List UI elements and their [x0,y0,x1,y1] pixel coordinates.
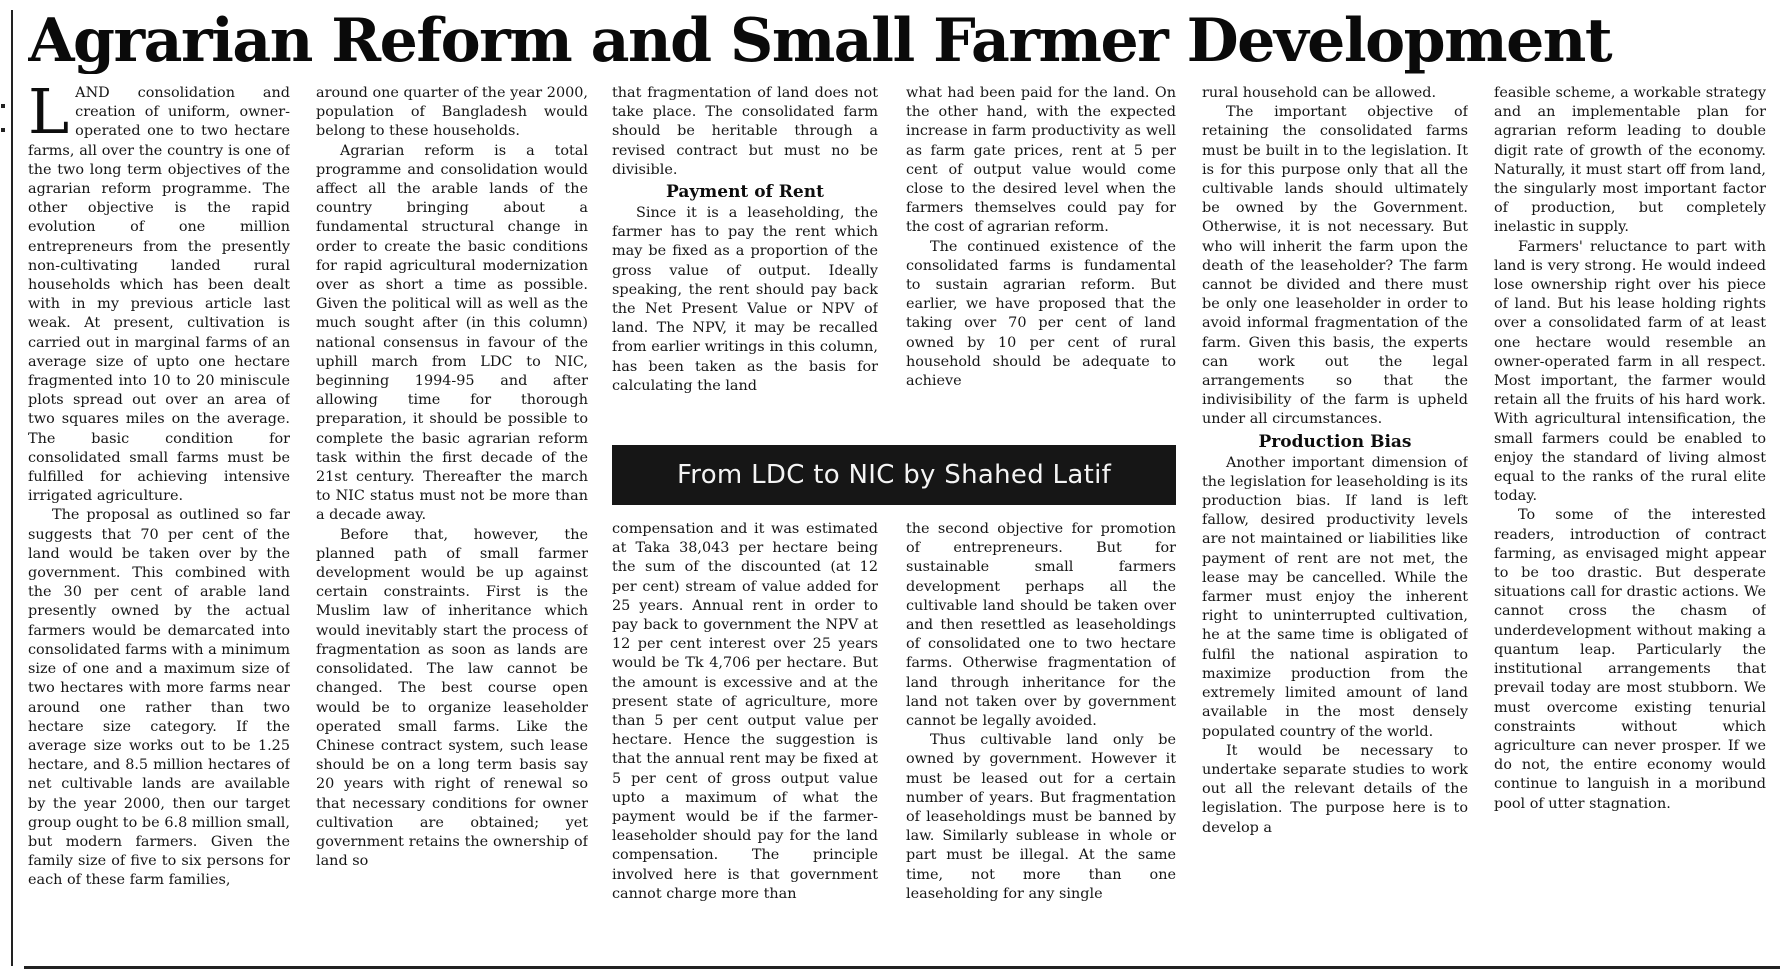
paragraph: compensation and it was estimated at Taka 38,043 per hectare being the sum of the discounted (at 12 per cent) stream of value added for 25 years. Annual rent in order to pay back to government the NPV at 12 per cent interest over 25 years would be Tk 4,706 per hectare. But the amount is excessive and at the present state of agriculture, more than 5 per cent output value per hectare. Hence the suggestion is that the annual rent may be fixed at 5 per cent of gross output value upto a maximum of what the payment would be if the farmer-leaseholder should pay for the land compensation. The principle involved here is that government cannot charge more than [612,521,878,902]
paragraph: Since it is a leaseholding, the farmer has to pay the rent which may be fixed as a proportion of the gross value of output. Ideally speaking, the rent should pay back the Net Present Value or NPV of land. The NPV, it may be recalled from earlier writings in this column, has been taken as the basis for calculating the land [612,205,878,394]
paragraph: Thus cultivable land only be owned by government. However it must be leased out for a certain number of years. But fragmentation of leaseholdings must be banned by law. Similarly sublease in whole or part must be illegal. At the same time, not more than one leaseholding for any single [906,732,1176,902]
paragraph: that fragmentation of land does not take place. The consolidated farm should be heritable through a revised contract but must no be divisible. [612,85,878,178]
article-column-3-top [612,84,878,434]
article-column-2 [316,84,588,962]
subheading-payment-of-rent: Payment of Rent [666,182,824,203]
subheading-production-bias: Production Bias [1258,431,1412,452]
byline-banner: From LDC to NIC by Shahed Latif [612,445,1176,505]
paragraph: Before that, however, the planned path of small farmer development would be up against certain constraints. First is the Muslim law of inheritance which would inevitably start the process of fragmentation as soon as lands are consolidated. The law cannot be changed. The best course open would be to organize leaseholder operated small farms. Like the Chinese contract system, such lease should be on a long term basis say 20 years with right of renewal so that necessary conditions for owner cultivation are obtained; yet government retains the ownership of land so [316,526,588,870]
paragraph: Another important dimension of the legislation for leaseholding is its production bias. If land is left fallow, desired productivity levels are not maintained or liabilities like payment of rent are not met, the lease may be cancelled. While the farmer must enjoy the inherent right to uninterrupted cultivation, he at the same time is obligated of fulfil the national aspiration to maximize production from the extremely limited amount of land available in the most densely populated country of the world. [1202,454,1468,740]
lead-paragraph [28,84,290,506]
paragraph: feasible scheme, a workable strategy and an implementable plan for agrarian reform leading to double digit rate of growth of the economy. Naturally, it must start off from land, the singularly most important factor of production, but completely inelastic in supply. [1494,85,1766,236]
paragraph: The important objective of retaining the consolidated farms must be built in to the legislation. It is for this purpose only that all the cultivable lands should ultimately be owned by the Government. Otherwise, it is not necessary. But who will inherit the farm upon the death of the leaseholder? The farm cannot be divided and there must be only one leaseholder in order to avoid informal fragmentation of the farm. Given this basis, the experts can work out the legal arrangements so that the indivisibility of the farm is upheld under all circumstances. [1202,104,1468,428]
paragraph-text: AND consolidation and creation of uniform, owner-operated one to two hectare farms, all over the country is one of the two long term objectives of the agrarian reform programme. The other objective is the rapid evolution of one million entrepreneurs from the presently non-cultivating landed rural households which has been dealt with in my previous article last weak. At present, cultivation is carried out in marginal farms of an average size of upto one hectare fragmented into 10 to 20 miniscule plots spread out over an area of two squares miles on the average. The basic condition for consolidated small farms must be fulfilled for achieving intensive irrigated agriculture. [28,85,290,505]
paragraph: Agrarian reform is a total programme and consolidation would affect all the arable lands of the country bringing about a fundamental structural change in order to create the basic conditions for rapid agricultural modernization over as short a time as possible. Given the political will as well as the much sought after (in this column) national consensus in favour of the uphill march from LDC to NIC, beginning 1994-95 and after allowing time for thorough preparation, it should be possible to complete the basic agrarian reform task within the first decade of the 21st century. Thereafter the march to NIC status must not be more than a decade away. [316,142,588,524]
left-column-rule [11,10,13,966]
article-column-4-top [906,84,1176,434]
paragraph: The proposal as outlined so far suggests that 70 per cent of the land would be taken over by the government. This combined with the 30 per cent of arable land presently owned by the actual farmers would be demarcated into consolidated farms with a minimum size of one and a maximum size of two hectares with more farms near around one rather than two hectare size category. If the average size works out to be 1.25 hectare, and 8.5 million hectares of net cultivable lands are available by the year 2000, then our target group ought to be 6.8 million small, but modern farmers. Given the family size of five to six persons for each of these farm families, [28,507,290,889]
article-column-3-bottom [612,520,878,962]
article-column-4-bottom [906,520,1176,962]
article-column-5 [1202,84,1468,962]
margin-mark [1,128,5,132]
article-column-1 [28,84,290,962]
drop-cap: L [28,84,70,148]
paragraph: It would be necessary to undertake separate studies to work out all the relevant details of the legislation. The purpose here is to develop a [1202,742,1468,836]
article-column-6 [1494,84,1766,962]
paragraph: around one quarter of the year 2000, population of Bangladesh would belong to these households. [316,85,588,140]
paragraph: Farmers' reluctance to part with land is very strong. He would indeed lose ownership right over his piece of land. But his lease holding rights over a consolidated farm of at least one hectare would resemble an owner-operated farm in all respect. Most important, the farmer would retain all the fruits of his hard work. With agricultural intensification, the small farmers could be enabled to enjoy the standard of living almost equal to the ranks of the rural elite today. [1494,238,1766,505]
paragraph: rural household can be allowed. [1202,85,1437,101]
article-headline: Agrarian Reform and Small Farmer Development [28,8,1612,74]
paragraph: The continued existence of the consolidated farms is fundamental to sustain agrarian reform. But earlier, we have proposed that the taking over 70 per cent of land owned by 10 per cent of rural household should be adequate to achieve [906,238,1176,390]
paragraph: what had been paid for the land. On the other hand, with the expected increase in farm productivity as well as farm gate prices, rent at 5 per cent of output value would come close to the desired level when the farmers themselves could pay for the cost of agrarian reform. [906,85,1176,236]
paragraph: To some of the interested readers, introduction of contract farming, as envisaged might appear to be too drastic. But desperate situations call for drastic actions. We cannot cross the chasm of underdevelopment without making a quantum leap. Particularly the institutional arrangements that prevail today are most stubborn. We must overcome existing tenurial constraints without which agriculture can never prosper. If we do not, the entire economy would continue to languish in a moribund pool of utter stagnation. [1494,507,1766,812]
paragraph: the second objective for promotion of entrepreneurs. But for sustainable small farmers development perhaps all the cultivable land should be taken over and then resettled as leaseholdings of consolidated one to two hectare farms. Otherwise fragmentation of land through inheritance for the land not taken over by government cannot be legally avoided. [906,521,1176,730]
margin-mark [1,104,5,108]
bottom-rule [24,966,1780,969]
